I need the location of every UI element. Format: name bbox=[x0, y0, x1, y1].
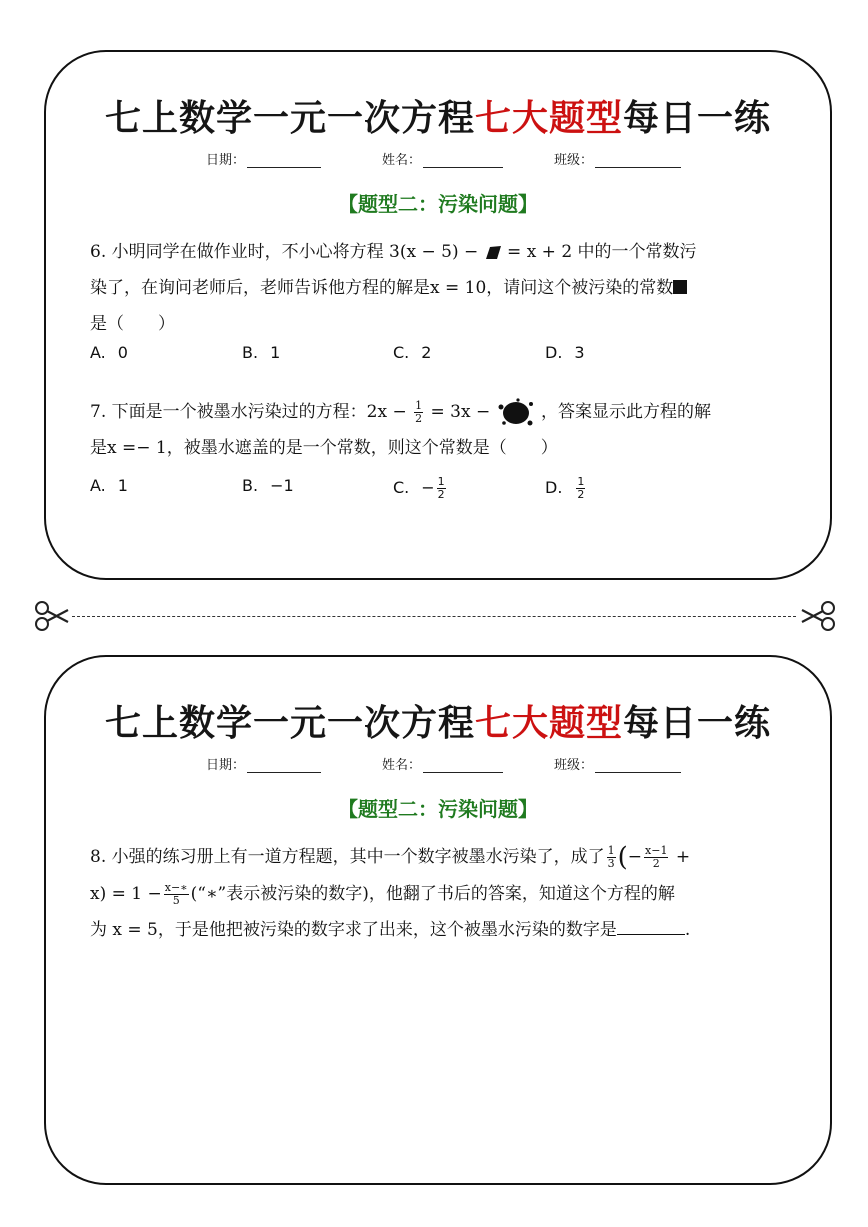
class-label: 班级： bbox=[554, 758, 594, 773]
section-title: 【题型二：污染问题】 bbox=[338, 192, 538, 216]
question-7 bbox=[90, 394, 802, 466]
question-number: 6. bbox=[90, 242, 107, 262]
date-field[interactable] bbox=[206, 149, 321, 168]
class-line bbox=[595, 760, 681, 773]
title-part1: 七上数学一元一次方程 bbox=[104, 97, 475, 139]
question-text: (“∗”表示被污染的数字)，他翻了书后的答案，知道这个方程的解 bbox=[190, 883, 675, 904]
option-c[interactable]: C. 2 bbox=[393, 343, 432, 362]
name-line bbox=[423, 760, 503, 773]
question-text: 是x =− 1，被墨水遮盖的是一个常数，则这个常数是（ ） bbox=[90, 438, 558, 458]
fraction: $\frac{1}{2}$ bbox=[415, 399, 423, 425]
option-d[interactable]: D. $\frac{1}{2}$ bbox=[545, 475, 585, 501]
title-part2: 每日一练 bbox=[623, 97, 772, 139]
option-a[interactable]: A. 0 bbox=[90, 343, 128, 362]
question-text: 小强的练习册上有一道方程题，其中一个数字被墨水污染了，成了 bbox=[111, 847, 605, 867]
question-text: 为 x = 5，于是他把被污染的数字求了出来，这个被墨水污染的数字是 bbox=[90, 919, 617, 940]
title-highlight: 七大题型 bbox=[474, 97, 623, 139]
date-label: 日期： bbox=[206, 153, 246, 168]
blacked-out-constant-icon bbox=[673, 280, 687, 294]
question-6-options bbox=[90, 343, 790, 373]
title-highlight: 七大题型 bbox=[474, 702, 623, 744]
question-text: = 3x − bbox=[430, 402, 491, 422]
name-label: 姓名： bbox=[382, 153, 422, 168]
question-text: 是（ ） bbox=[90, 314, 175, 334]
title-part1: 七上数学一元一次方程 bbox=[104, 702, 475, 744]
question-text: 下面是一个被墨水污染过的方程：2x − bbox=[111, 402, 407, 422]
answer-blank[interactable] bbox=[617, 916, 685, 935]
option-a[interactable]: A. 1 bbox=[90, 476, 128, 495]
name-label: 姓名： bbox=[382, 758, 422, 773]
name-field[interactable] bbox=[382, 754, 503, 773]
scissors-icon bbox=[34, 600, 70, 632]
date-label: 日期： bbox=[206, 758, 246, 773]
worksheet-card-top bbox=[44, 50, 832, 580]
worksheet-card-bottom bbox=[44, 655, 832, 1185]
fraction: $\frac{x-∗}{5}$ bbox=[164, 880, 188, 907]
title-part2: 每日一练 bbox=[623, 702, 772, 744]
date-line bbox=[247, 155, 321, 168]
question-6 bbox=[90, 234, 802, 342]
class-line bbox=[595, 155, 681, 168]
question-7-options bbox=[90, 476, 790, 506]
question-text: = x + 2 中的一个常数污 bbox=[507, 242, 697, 262]
cut-line bbox=[72, 616, 796, 617]
scissors-icon bbox=[800, 600, 836, 632]
question-number: 7. bbox=[90, 402, 107, 422]
question-text: ，答案显示此方程的解 bbox=[541, 402, 712, 422]
date-line bbox=[247, 760, 321, 773]
worksheet-title bbox=[46, 90, 830, 141]
option-b[interactable]: B. −1 bbox=[242, 476, 294, 495]
option-b[interactable]: B. 1 bbox=[242, 343, 281, 362]
name-field[interactable] bbox=[382, 149, 503, 168]
fraction: $\frac{x-1}{2}$ bbox=[645, 844, 668, 870]
option-d[interactable]: D. 3 bbox=[545, 343, 585, 362]
ink-blot-icon bbox=[484, 245, 502, 261]
fraction: $\frac{1}{3}$ bbox=[607, 844, 615, 870]
question-text: x) = 1 − bbox=[90, 883, 162, 904]
question-8: 8. 小强的练习册上有一道方程题，其中一个数字被墨水污染了，成了 $\frac{1}{3}$ (− $\frac{x-1}{2}$ + x) = 1 − $\frac{x-∗}{5}$ (“∗”表示被污染的数字)，他翻了书后的答案，知道这个方程的解 为 x = 5，于是他把被污染的数字求了出来，这个被墨水污染的数字是 . bbox=[90, 842, 691, 940]
worksheet-title bbox=[46, 695, 830, 746]
question-text: 小明同学在做作业时，不小心将方程 3(x − 5) − bbox=[111, 242, 479, 262]
option-c[interactable]: C. − $\frac{1}{2}$ bbox=[393, 475, 445, 501]
ink-splatter-icon bbox=[496, 398, 536, 428]
class-field[interactable] bbox=[554, 149, 681, 168]
question-text: 染了，在询问老师后，老师告诉他方程的解是x = 10，请问这个被污染的常数 bbox=[90, 278, 674, 298]
name-line bbox=[423, 155, 503, 168]
question-number: 8. bbox=[90, 847, 107, 867]
class-field[interactable] bbox=[554, 754, 681, 773]
class-label: 班级： bbox=[554, 153, 594, 168]
date-field[interactable] bbox=[206, 754, 321, 773]
section-title: 【题型二：污染问题】 bbox=[338, 797, 538, 821]
